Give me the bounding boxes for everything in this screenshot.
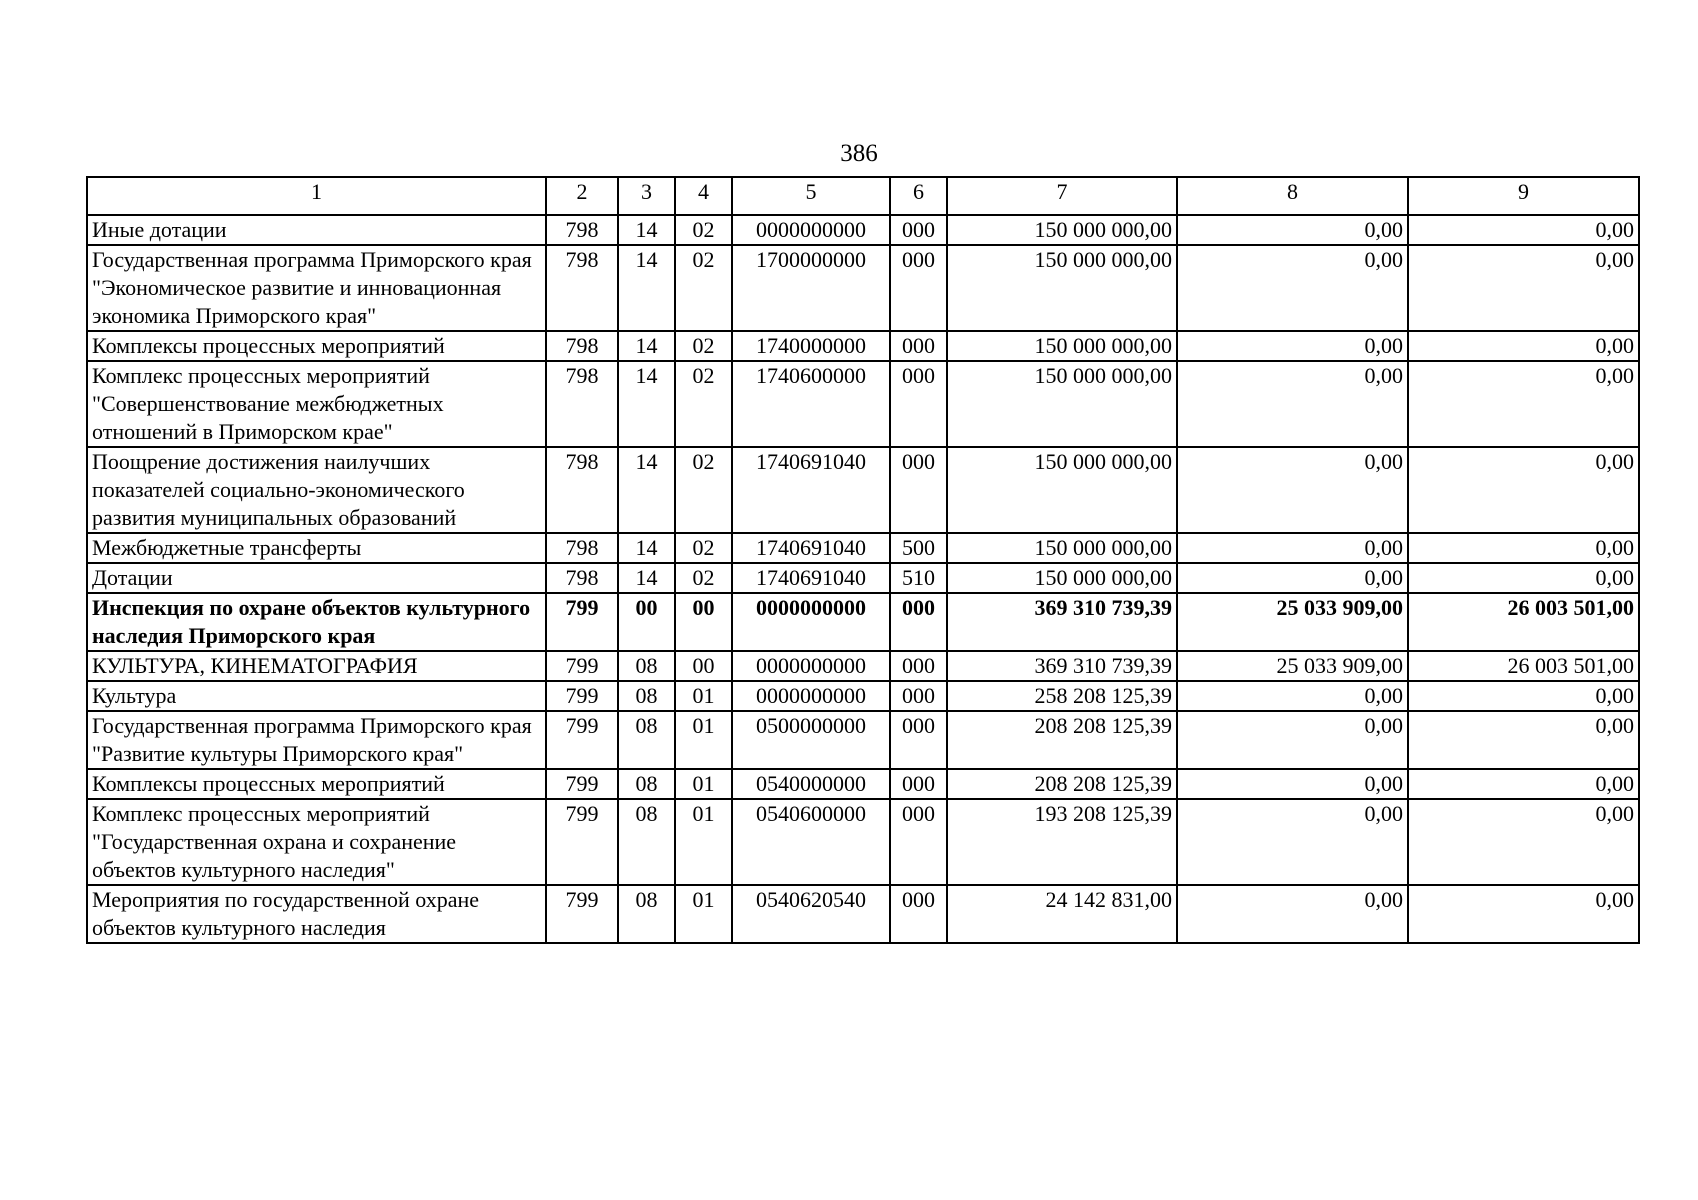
row-amount-8: 0,00 — [1177, 711, 1408, 769]
row-amount-8: 0,00 — [1177, 799, 1408, 885]
row-amount-7: 150 000 000,00 — [947, 447, 1177, 533]
row-code-2: 799 — [546, 769, 618, 799]
row-code-2: 798 — [546, 533, 618, 563]
row-code-5: 1740600000 — [732, 361, 890, 447]
row-code-4: 02 — [675, 533, 732, 563]
row-amount-9: 0,00 — [1408, 769, 1639, 799]
row-code-2: 798 — [546, 361, 618, 447]
row-code-4: 02 — [675, 361, 732, 447]
row-code-2: 798 — [546, 331, 618, 361]
row-amount-7: 24 142 831,00 — [947, 885, 1177, 943]
row-name: Комплексы процессных мероприятий — [87, 331, 546, 361]
row-code-3: 14 — [618, 215, 675, 245]
column-header-2: 2 — [546, 177, 618, 215]
row-amount-9: 0,00 — [1408, 361, 1639, 447]
row-amount-8: 0,00 — [1177, 331, 1408, 361]
row-code-5: 0000000000 — [732, 681, 890, 711]
row-code-3: 08 — [618, 711, 675, 769]
table-row — [87, 215, 1639, 245]
row-code-3: 14 — [618, 533, 675, 563]
row-amount-7: 150 000 000,00 — [947, 215, 1177, 245]
row-amount-7: 193 208 125,39 — [947, 799, 1177, 885]
row-amount-8: 25 033 909,00 — [1177, 593, 1408, 651]
row-code-3: 14 — [618, 563, 675, 593]
row-name: Культура — [87, 681, 546, 711]
row-code-4: 02 — [675, 447, 732, 533]
row-amount-9: 0,00 — [1408, 245, 1639, 331]
row-code-6: 510 — [890, 563, 947, 593]
row-code-5: 0000000000 — [732, 651, 890, 681]
row-code-4: 01 — [675, 885, 732, 943]
row-code-4: 02 — [675, 563, 732, 593]
row-code-6: 000 — [890, 769, 947, 799]
row-amount-8: 0,00 — [1177, 563, 1408, 593]
row-code-6: 000 — [890, 331, 947, 361]
row-code-2: 799 — [546, 651, 618, 681]
page-number: 386 — [840, 140, 878, 167]
row-code-5: 1740691040 — [732, 447, 890, 533]
row-code-2: 798 — [546, 447, 618, 533]
row-amount-7: 150 000 000,00 — [947, 533, 1177, 563]
row-amount-8: 0,00 — [1177, 769, 1408, 799]
row-code-2: 799 — [546, 711, 618, 769]
row-code-5: 1700000000 — [732, 245, 890, 331]
row-code-3: 08 — [618, 651, 675, 681]
row-code-5: 0540600000 — [732, 799, 890, 885]
row-amount-7: 150 000 000,00 — [947, 563, 1177, 593]
row-code-4: 00 — [675, 593, 732, 651]
row-amount-7: 208 208 125,39 — [947, 769, 1177, 799]
row-amount-7: 150 000 000,00 — [947, 331, 1177, 361]
row-code-3: 08 — [618, 681, 675, 711]
row-code-5: 0000000000 — [732, 593, 890, 651]
column-header-6: 6 — [890, 177, 947, 215]
row-code-5: 0540000000 — [732, 769, 890, 799]
column-header-8: 8 — [1177, 177, 1408, 215]
table-row — [87, 651, 1639, 681]
row-amount-7: 369 310 739,39 — [947, 593, 1177, 651]
row-amount-9: 0,00 — [1408, 885, 1639, 943]
row-code-5: 0540620540 — [732, 885, 890, 943]
row-code-4: 02 — [675, 331, 732, 361]
row-code-6: 500 — [890, 533, 947, 563]
column-header-1: 1 — [87, 177, 546, 215]
row-amount-9: 0,00 — [1408, 447, 1639, 533]
table-row — [87, 447, 1639, 533]
row-code-3: 08 — [618, 885, 675, 943]
row-code-4: 01 — [675, 681, 732, 711]
row-code-6: 000 — [890, 447, 947, 533]
row-code-2: 799 — [546, 885, 618, 943]
row-amount-8: 0,00 — [1177, 885, 1408, 943]
row-code-2: 799 — [546, 799, 618, 885]
row-code-6: 000 — [890, 245, 947, 331]
column-header-9: 9 — [1408, 177, 1639, 215]
row-code-5: 0000000000 — [732, 215, 890, 245]
row-name: Комплекс процессных мероприятий "Государственная охрана и сохранение объектов культурного наследия" — [87, 799, 546, 885]
row-code-6: 000 — [890, 215, 947, 245]
row-amount-8: 0,00 — [1177, 361, 1408, 447]
row-code-3: 14 — [618, 245, 675, 331]
row-code-3: 14 — [618, 331, 675, 361]
row-code-2: 798 — [546, 563, 618, 593]
row-name: Мероприятия по государственной охране объектов культурного наследия — [87, 885, 546, 943]
row-code-6: 000 — [890, 681, 947, 711]
row-code-4: 02 — [675, 215, 732, 245]
row-amount-9: 0,00 — [1408, 799, 1639, 885]
row-amount-9: 0,00 — [1408, 533, 1639, 563]
table-row — [87, 885, 1639, 943]
row-code-5: 1740691040 — [732, 563, 890, 593]
row-name: КУЛЬТУРА, КИНЕМАТОГРАФИЯ — [87, 651, 546, 681]
table-row — [87, 533, 1639, 563]
row-code-6: 000 — [890, 799, 947, 885]
row-amount-8: 0,00 — [1177, 245, 1408, 331]
row-code-6: 000 — [890, 651, 947, 681]
row-code-2: 799 — [546, 681, 618, 711]
row-code-5: 1740691040 — [732, 533, 890, 563]
row-name: Инспекция по охране объектов культурного наследия Приморского края — [87, 593, 546, 651]
table-row — [87, 361, 1639, 447]
row-code-3: 14 — [618, 447, 675, 533]
row-amount-8: 0,00 — [1177, 533, 1408, 563]
row-name: Государственная программа Приморского края "Развитие культуры Приморского края" — [87, 711, 546, 769]
row-code-2: 798 — [546, 215, 618, 245]
row-amount-8: 25 033 909,00 — [1177, 651, 1408, 681]
row-name: Межбюджетные трансферты — [87, 533, 546, 563]
row-amount-8: 0,00 — [1177, 681, 1408, 711]
table-row — [87, 593, 1639, 651]
row-code-4: 02 — [675, 245, 732, 331]
row-amount-9: 0,00 — [1408, 215, 1639, 245]
row-name: Комплексы процессных мероприятий — [87, 769, 546, 799]
row-amount-9: 26 003 501,00 — [1408, 593, 1639, 651]
column-header-5: 5 — [732, 177, 890, 215]
column-header-3: 3 — [618, 177, 675, 215]
column-header-7: 7 — [947, 177, 1177, 215]
table-row — [87, 799, 1639, 885]
row-amount-9: 0,00 — [1408, 711, 1639, 769]
row-code-4: 00 — [675, 651, 732, 681]
table-row — [87, 681, 1639, 711]
row-amount-8: 0,00 — [1177, 215, 1408, 245]
table-body — [87, 215, 1639, 943]
row-amount-9: 26 003 501,00 — [1408, 651, 1639, 681]
table-row — [87, 245, 1639, 331]
row-code-2: 798 — [546, 245, 618, 331]
row-name: Государственная программа Приморского края "Экономическое развитие и инновационная экономика Приморского края" — [87, 245, 546, 331]
row-amount-9: 0,00 — [1408, 681, 1639, 711]
row-amount-9: 0,00 — [1408, 331, 1639, 361]
table-row — [87, 331, 1639, 361]
table-row — [87, 769, 1639, 799]
row-code-3: 08 — [618, 769, 675, 799]
table-row — [87, 711, 1639, 769]
row-code-4: 01 — [675, 769, 732, 799]
row-amount-9: 0,00 — [1408, 563, 1639, 593]
row-amount-7: 150 000 000,00 — [947, 245, 1177, 331]
row-code-3: 00 — [618, 593, 675, 651]
row-code-6: 000 — [890, 885, 947, 943]
row-name: Иные дотации — [87, 215, 546, 245]
row-name: Комплекс процессных мероприятий "Совершенствование межбюджетных отношений в Приморском крае" — [87, 361, 546, 447]
row-code-3: 14 — [618, 361, 675, 447]
row-amount-7: 258 208 125,39 — [947, 681, 1177, 711]
row-code-5: 0500000000 — [732, 711, 890, 769]
row-amount-7: 369 310 739,39 — [947, 651, 1177, 681]
row-code-3: 08 — [618, 799, 675, 885]
column-header-4: 4 — [675, 177, 732, 215]
row-code-6: 000 — [890, 711, 947, 769]
row-name: Дотации — [87, 563, 546, 593]
table-row — [87, 563, 1639, 593]
row-code-4: 01 — [675, 711, 732, 769]
row-amount-7: 150 000 000,00 — [947, 361, 1177, 447]
row-code-4: 01 — [675, 799, 732, 885]
row-amount-7: 208 208 125,39 — [947, 711, 1177, 769]
row-name: Поощрение достижения наилучших показателей социально-экономического развития муниципальных образований — [87, 447, 546, 533]
row-amount-8: 0,00 — [1177, 447, 1408, 533]
header-row — [87, 177, 1639, 215]
row-code-6: 000 — [890, 361, 947, 447]
row-code-5: 1740000000 — [732, 331, 890, 361]
row-code-6: 000 — [890, 593, 947, 651]
row-code-2: 799 — [546, 593, 618, 651]
budget-table — [86, 176, 1640, 944]
